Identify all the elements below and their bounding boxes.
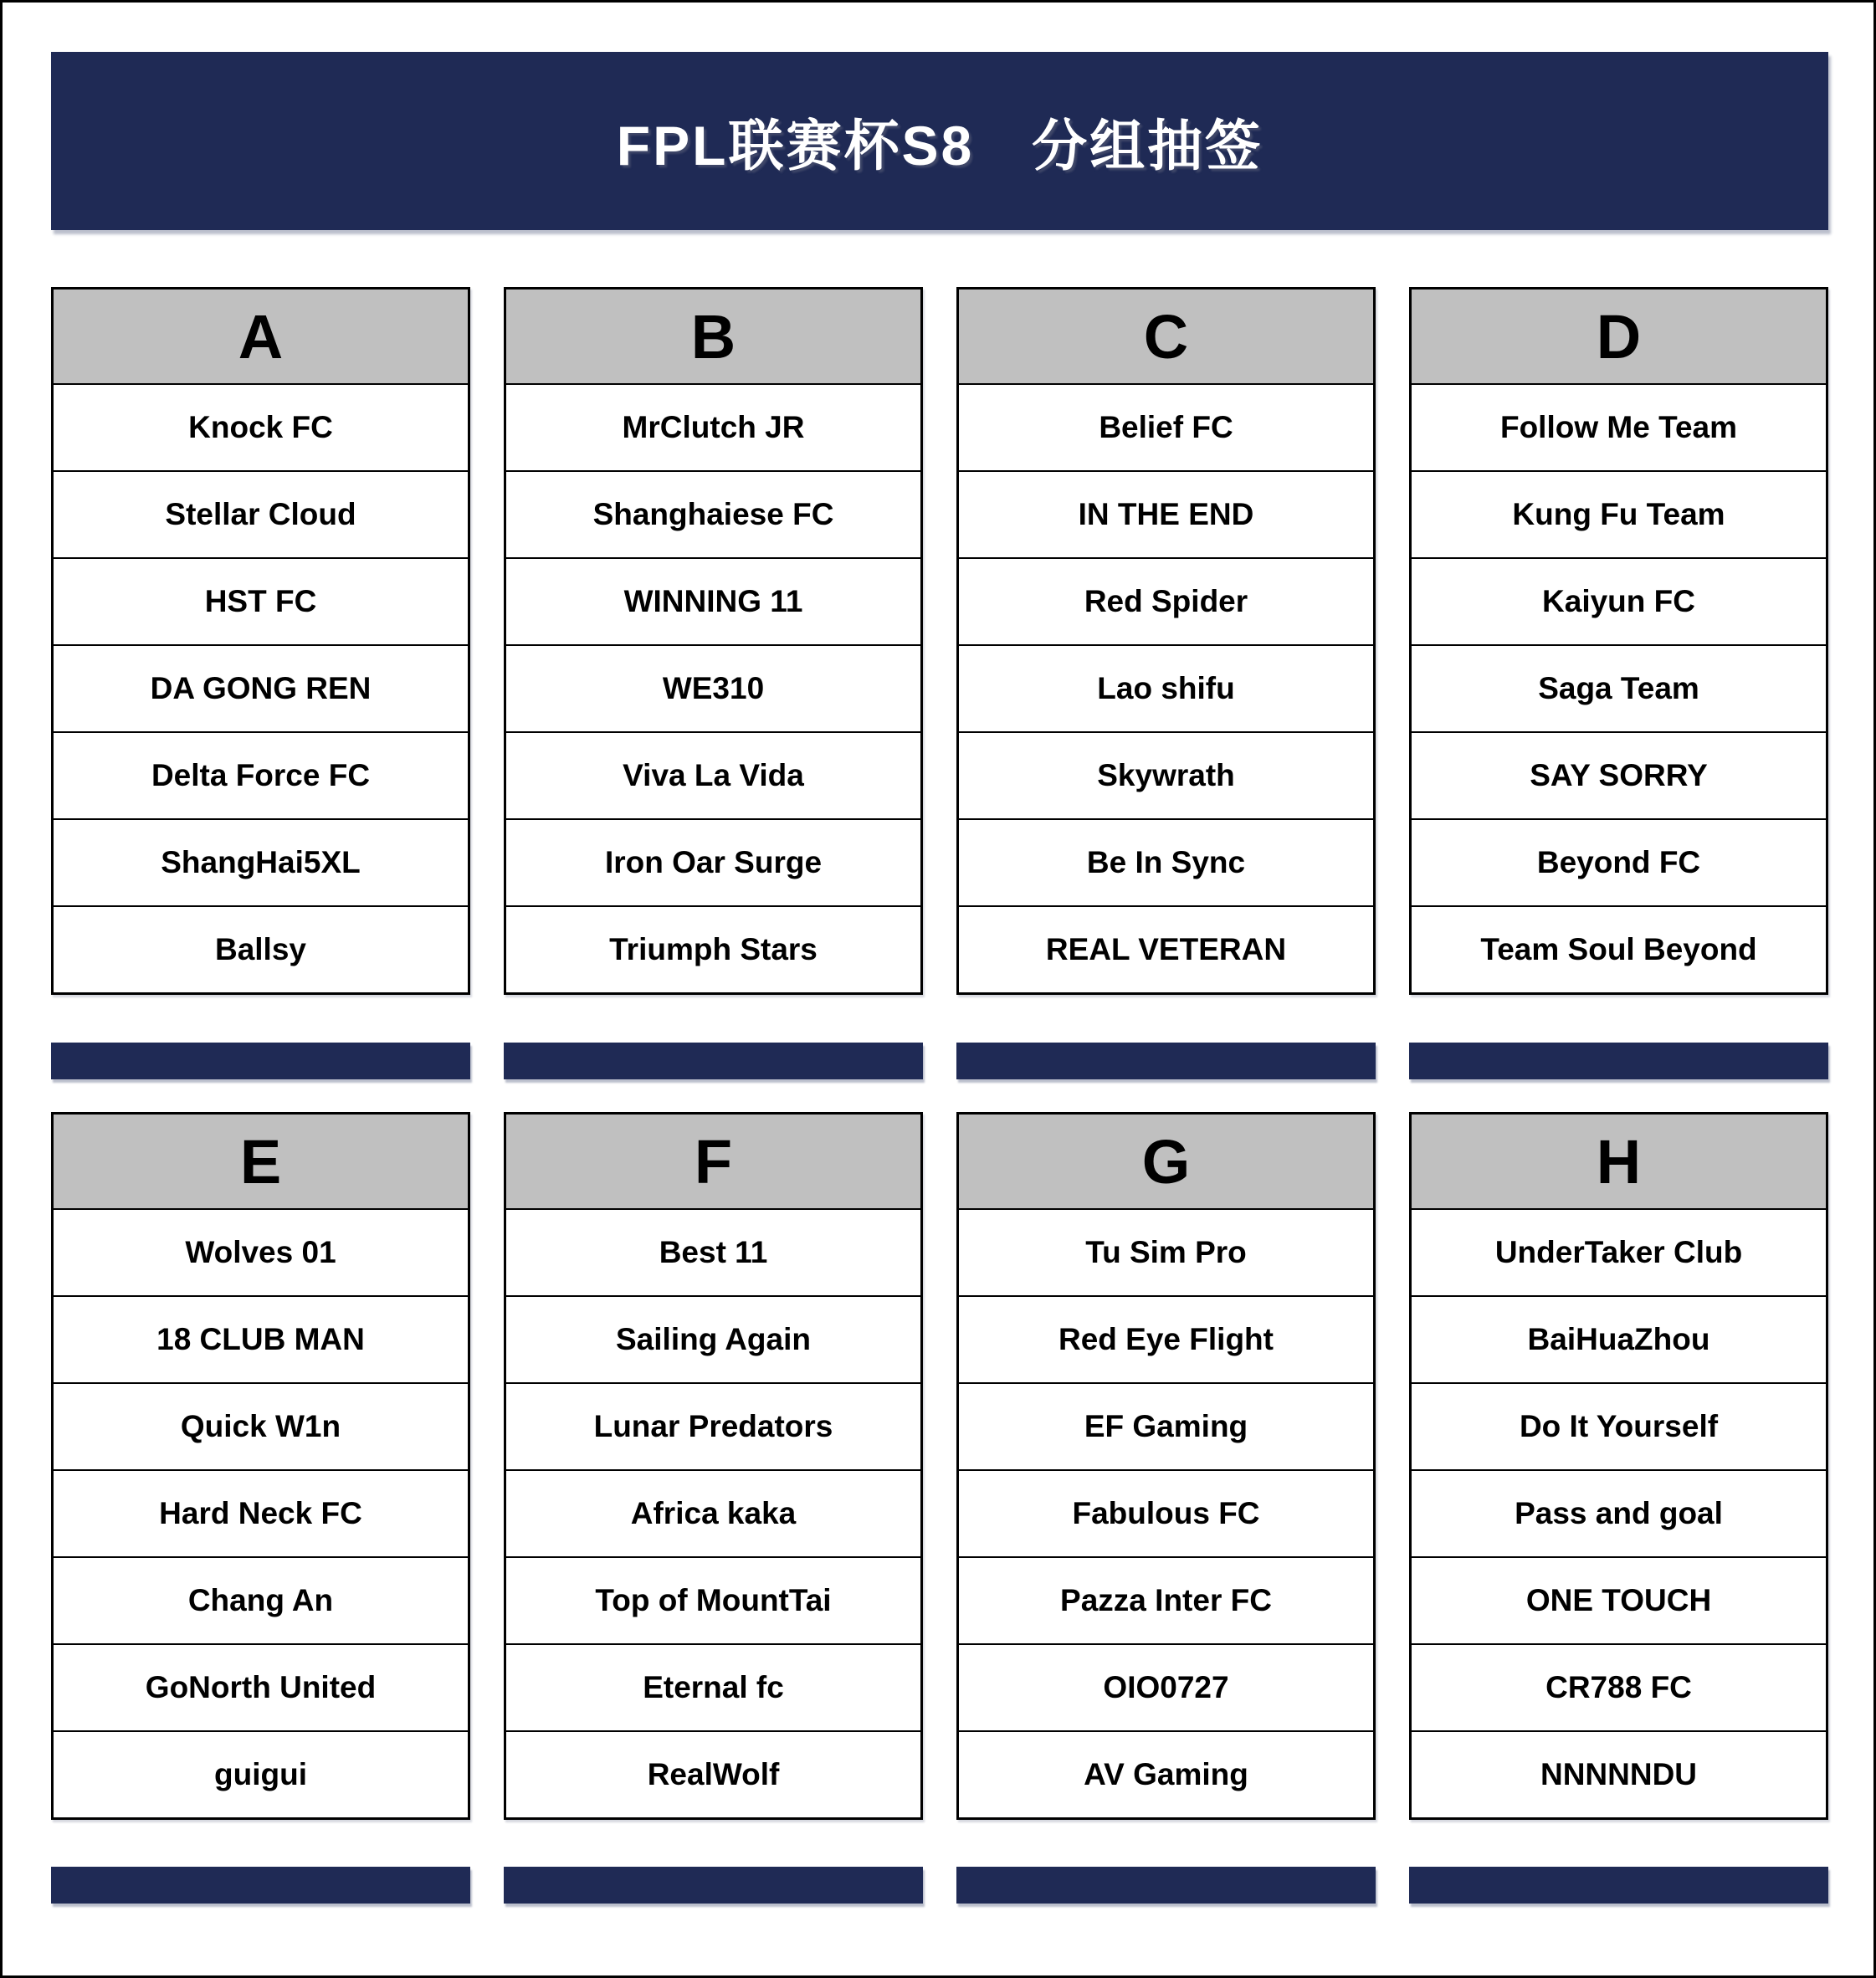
team-cell: Triumph Stars xyxy=(506,905,920,992)
team-cell: Be In Sync xyxy=(959,818,1373,905)
team-cell: OIO0727 xyxy=(959,1643,1373,1730)
group-table-b xyxy=(504,287,923,995)
team-cell: Viva La Vida xyxy=(506,731,920,818)
divider-bar xyxy=(956,1867,1376,1904)
group-header-h: H xyxy=(1412,1115,1826,1208)
team-cell: Skywrath xyxy=(959,731,1373,818)
group-table-g xyxy=(956,1112,1376,1820)
group-table-d xyxy=(1409,287,1828,995)
group-header-a: A xyxy=(54,290,468,383)
team-cell: ONE TOUCH xyxy=(1412,1556,1826,1643)
team-cell: Red Spider xyxy=(959,557,1373,644)
team-cell: Follow Me Team xyxy=(1412,383,1826,470)
team-cell: AV Gaming xyxy=(959,1730,1373,1817)
team-cell: Eternal fc xyxy=(506,1643,920,1730)
divider-bar xyxy=(956,1043,1376,1079)
team-cell: Saga Team xyxy=(1412,644,1826,731)
group-table-c xyxy=(956,287,1376,995)
team-cell: Sailing Again xyxy=(506,1295,920,1382)
team-cell: Red Eye Flight xyxy=(959,1295,1373,1382)
title-banner xyxy=(51,52,1828,230)
group-header-e: E xyxy=(54,1115,468,1208)
team-cell: DA GONG REN xyxy=(54,644,468,731)
divider-bar xyxy=(51,1867,470,1904)
team-cell: Team Soul Beyond xyxy=(1412,905,1826,992)
group-header-b: B xyxy=(506,290,920,383)
team-cell: Pass and goal xyxy=(1412,1469,1826,1556)
page-title: FPL联赛杯S8 分组抽签 xyxy=(616,115,1263,177)
team-cell: ShangHai5XL xyxy=(54,818,468,905)
team-cell: Quick W1n xyxy=(54,1382,468,1469)
team-cell: Pazza Inter FC xyxy=(959,1556,1373,1643)
team-cell: Lunar Predators xyxy=(506,1382,920,1469)
group-table-f xyxy=(504,1112,923,1820)
team-cell: RealWolf xyxy=(506,1730,920,1817)
divider-bars-bottom xyxy=(51,1867,1828,1904)
team-cell: Belief FC xyxy=(959,383,1373,470)
team-cell: Africa kaka xyxy=(506,1469,920,1556)
team-cell: Kung Fu Team xyxy=(1412,470,1826,557)
team-cell: MrClutch JR xyxy=(506,383,920,470)
group-table-a xyxy=(51,287,470,995)
team-cell: SAY SORRY xyxy=(1412,731,1826,818)
team-cell: Stellar Cloud xyxy=(54,470,468,557)
divider-bar xyxy=(504,1867,923,1904)
team-cell: 18 CLUB MAN xyxy=(54,1295,468,1382)
divider-bar xyxy=(504,1043,923,1079)
team-cell: Fabulous FC xyxy=(959,1469,1373,1556)
team-cell: Delta Force FC xyxy=(54,731,468,818)
team-cell: guigui xyxy=(54,1730,468,1817)
divider-bar xyxy=(1409,1043,1828,1079)
team-cell: BaiHuaZhou xyxy=(1412,1295,1826,1382)
group-header-c: C xyxy=(959,290,1373,383)
divider-bar xyxy=(1409,1867,1828,1904)
team-cell: Kaiyun FC xyxy=(1412,557,1826,644)
team-cell: Tu Sim Pro xyxy=(959,1208,1373,1295)
group-table-e xyxy=(51,1112,470,1820)
team-cell: Lao shifu xyxy=(959,644,1373,731)
team-cell: Do It Yourself xyxy=(1412,1382,1826,1469)
team-cell: WE310 xyxy=(506,644,920,731)
team-cell: Iron Oar Surge xyxy=(506,818,920,905)
groups-row-bottom xyxy=(51,1112,1828,1820)
group-table-h xyxy=(1409,1112,1828,1820)
team-cell: Knock FC xyxy=(54,383,468,470)
team-cell: Chang An xyxy=(54,1556,468,1643)
team-cell: Best 11 xyxy=(506,1208,920,1295)
team-cell: Top of MountTai xyxy=(506,1556,920,1643)
team-cell: Shanghaiese FC xyxy=(506,470,920,557)
team-cell: NNNNNDU xyxy=(1412,1730,1826,1817)
team-cell: IN THE END xyxy=(959,470,1373,557)
groups-row-top xyxy=(51,287,1828,995)
group-header-d: D xyxy=(1412,290,1826,383)
team-cell: EF Gaming xyxy=(959,1382,1373,1469)
team-cell: HST FC xyxy=(54,557,468,644)
group-header-g: G xyxy=(959,1115,1373,1208)
divider-bars-middle xyxy=(51,1043,1828,1079)
team-cell: WINNING 11 xyxy=(506,557,920,644)
team-cell: REAL VETERAN xyxy=(959,905,1373,992)
team-cell: UnderTaker Club xyxy=(1412,1208,1826,1295)
divider-bar xyxy=(51,1043,470,1079)
group-header-f: F xyxy=(506,1115,920,1208)
team-cell: GoNorth United xyxy=(54,1643,468,1730)
team-cell: CR788 FC xyxy=(1412,1643,1826,1730)
team-cell: Beyond FC xyxy=(1412,818,1826,905)
team-cell: Hard Neck FC xyxy=(54,1469,468,1556)
team-cell: Wolves 01 xyxy=(54,1208,468,1295)
team-cell: Ballsy xyxy=(54,905,468,992)
